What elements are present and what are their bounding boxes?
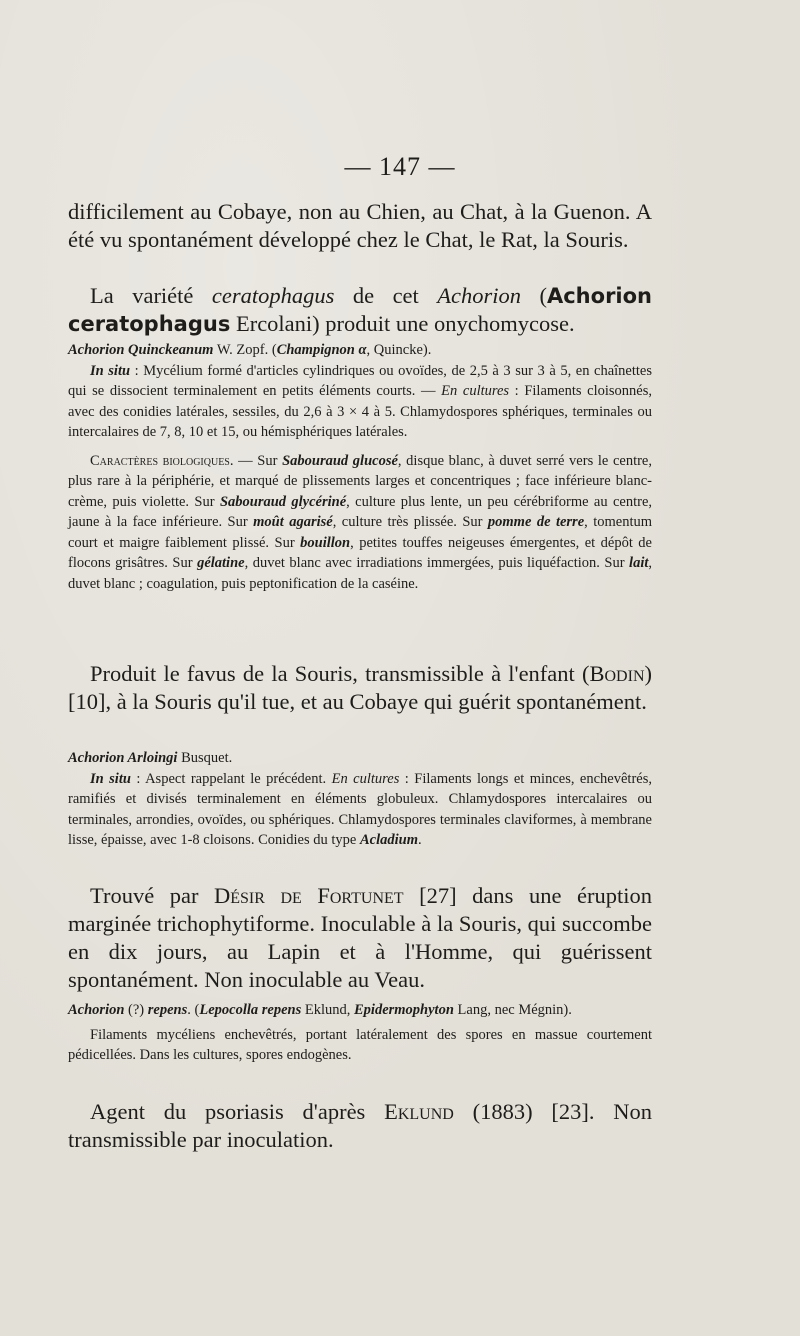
text-run: Busquet. (177, 750, 233, 766)
genus-name: Achorion (437, 283, 522, 308)
text-run: Trouvé par (90, 883, 215, 908)
author-name: Eklund (384, 1099, 454, 1124)
paragraph-psoriasis (68, 1098, 652, 1154)
species-binomial: Achorion ceratophagus (68, 284, 652, 336)
author-name: Bodin (589, 661, 645, 686)
paragraph-text: difficilement au Cobaye, non au Chien, au Chat, à la Guenon. A été vu spontanément développé chez le Chat, le Rat, la Souris. (68, 199, 652, 252)
text-run: : Filaments longs et minces, enchevêtrés, ramifiés et divisés terminalement en éléments globuleux. Chlamydospores intercalaires ou terminales, arrondies, ovoïdes, ou sphériques. Chlamydospores terminales claviformes, à membrane lisse, épaisse, avec 1-8 cloisons. Conidies du type (68, 770, 652, 848)
text-run: Agent du psoriasis d'après (90, 1099, 385, 1124)
synonym-name: Lepocolla repens (199, 1002, 302, 1018)
species-heading (68, 1000, 652, 1021)
species-description: Filaments mycéliens enchevêtrés, portant latéralement des spores en massue courtement pédicellées. Dans les cultures, spores endogènes. (68, 1026, 652, 1063)
paragraph-ceratophagus (68, 282, 652, 338)
text-run: , culture très plissée. Sur (332, 514, 488, 530)
species-arloingi-section (68, 748, 652, 851)
page-number: — 147 — (344, 152, 456, 181)
conidia-type: Acladium (359, 832, 418, 848)
text-run: , duvet blanc avec irradiations immergées, puis liquéfaction. Sur (244, 555, 630, 571)
text-run: : Aspect rappelant le précédent. (130, 770, 332, 787)
text-run: — Sur (233, 452, 283, 469)
medium-name: lait (629, 555, 649, 571)
text-run: (1883) [23]. Non transmissible par inoculation. (68, 1099, 652, 1152)
text-run: , Quincke). (366, 342, 432, 358)
text-run: , tomentum court et maigre faiblement plissé. Sur (68, 514, 652, 551)
species-name: Achorion Arloingi (68, 750, 178, 766)
text-run: . (417, 832, 422, 848)
species-description (68, 769, 652, 851)
text-run: Produit le favus de la Souris, transmissible à l'enfant ( (90, 661, 590, 686)
text-run: ) [10], à la Souris qu'il tue, et au Cobaye qui guérit spontanément. (68, 661, 652, 714)
text-run: Ercolani) produit une onychomycose. (230, 311, 575, 336)
medium-name: pomme de terre (487, 514, 585, 530)
medium-name: Sabouraud glucosé (282, 452, 398, 469)
paragraph-host-susceptibility (68, 198, 652, 254)
medium-name: gélatine (197, 555, 245, 571)
text-run: , disque blanc, à duvet serré vers le centre, plus rare à la périphérie, et marqué de plissements larges et concentriques ; face inférieure blanc-crème, puis violette. Sur (68, 452, 652, 510)
text-run: ( (521, 283, 547, 308)
text-run: W. Zopf. ( (213, 342, 277, 358)
section-heading: Caractères biologiques. (90, 452, 234, 469)
paragraph-favus (68, 660, 652, 716)
text-run: de cet (334, 283, 438, 308)
biological-characters (68, 451, 652, 595)
medium-name: bouillon (300, 534, 351, 551)
synonym-name: Champignon α (276, 342, 367, 358)
text-run: La variété (90, 283, 212, 308)
synonym-name: Epidermophyton (354, 1002, 454, 1018)
species-quinckeanum-section (68, 340, 652, 594)
text-run: Lang, nec Mégnin). (453, 1002, 572, 1018)
text-run: Eklund, (301, 1002, 354, 1018)
species-epithet: repens (147, 1002, 188, 1018)
text-run: , petites touffes neigeuses émergentes, et dépôt de flocons grisâtres. Sur (68, 534, 652, 571)
cultures-label: En cultures (331, 770, 400, 787)
species-name: Achorion Quinckeanum (68, 342, 214, 358)
paragraph-fortunet (68, 882, 652, 994)
in-situ-label: In situ (90, 362, 131, 379)
text-run: , culture plus lente, un peu cérébriforme au centre, jaune à la face inférieure. Sur (68, 493, 653, 530)
author-name: Désir de Fortunet (214, 883, 404, 908)
text-run: . ( (187, 1002, 200, 1018)
species-heading (68, 748, 652, 769)
text-run: : Mycélium formé d'articles cylindriques ou ovoïdes, de 2,5 à 3 sur 3 à 5, en chaînettes qui se dissocient terminalement en petits éléments courts. — (68, 362, 652, 399)
species-description (68, 361, 652, 443)
text-run: (?) (124, 1002, 148, 1018)
medium-name: Sabouraud glycériné (219, 493, 347, 510)
text-run: [27] dans une éruption marginée trichophytiforme. Inoculable à la Souris, qui succombe en dix jours, au Lapin et à l'Homme, qui guérissent spontanément. Non inoculable au Veau. (68, 883, 652, 992)
text-run: , duvet blanc ; coagulation, puis peptonification de la caséine. (68, 555, 653, 592)
medium-name: moût agarisé (253, 514, 333, 530)
cultures-label: En cultures (441, 383, 510, 399)
text-run: : Filaments cloisonnés, avec des conidies latérales, sessiles, du 2,6 à 3 × 4 à 5. Chlamydospores sphériques, terminales ou intercalaires de 7, 8, 10 et 15, ou hémisphériques latérales. (68, 383, 652, 440)
species-repens-section (68, 1000, 652, 1066)
in-situ-label: In situ (90, 770, 131, 787)
species-heading (68, 340, 652, 361)
variety-name: ceratophagus (211, 283, 335, 308)
species-name: Achorion (68, 1002, 125, 1018)
